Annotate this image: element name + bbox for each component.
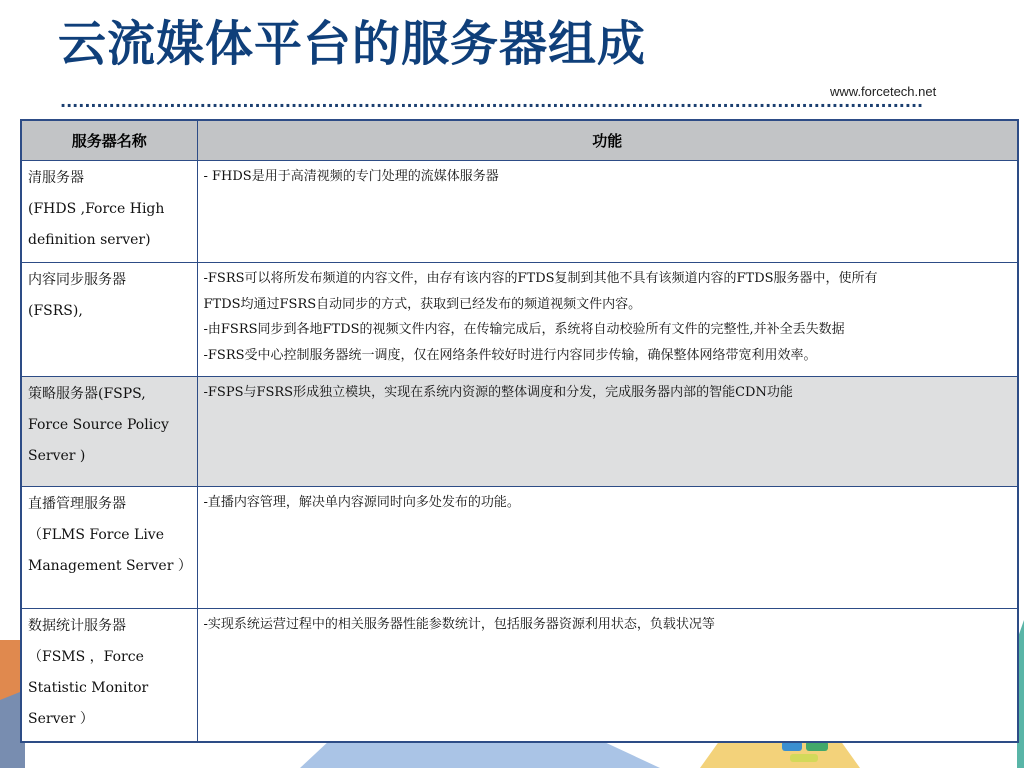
function-line: FTDS均通过FSRS自动同步的方式，获取到已经发布的频道视频文件内容。 xyxy=(203,296,642,312)
server-function-cell xyxy=(197,263,1018,377)
server-name-line: 清服务器 xyxy=(28,170,84,186)
table-row xyxy=(21,161,1018,263)
server-name-line: (FHDS ,Force High xyxy=(28,201,165,217)
table-row xyxy=(21,609,1018,742)
server-name-line: Force Source Policy xyxy=(28,417,169,433)
page-title: 云流媒体平台的服务器组成 xyxy=(58,16,647,72)
bottom-blue-swoosh xyxy=(300,740,660,768)
server-function-cell xyxy=(197,609,1018,742)
header-server-name: 服务器名称 xyxy=(21,120,197,161)
server-name-cell xyxy=(21,487,197,609)
function-line: -FSRS受中心控制服务器统一调度，仅在网络条件较好时进行内容同步传输，确保整体网络带宽利用效率。 xyxy=(203,347,817,363)
dotted-divider: ·············································································································································· xyxy=(60,96,924,112)
header-function: 功能 xyxy=(197,120,1018,161)
function-line: - FHDS是用于高清视频的专门处理的流媒体服务器 xyxy=(203,169,499,184)
server-function-cell xyxy=(197,161,1018,263)
server-name-line: 直播管理服务器 xyxy=(28,496,126,512)
server-name-line: （FSMS ，Force xyxy=(28,649,144,665)
server-name-line: Statistic Monitor xyxy=(28,680,149,696)
server-name-line: Server ） xyxy=(28,711,94,727)
function-line: -FSPS与FSRS形成独立模块，实现在系统内资源的整体调度和分发，完成服务器内部的智能CDN功能 xyxy=(203,385,793,400)
server-name-cell xyxy=(21,609,197,742)
server-name-cell xyxy=(21,161,197,263)
table-row xyxy=(21,263,1018,377)
table-row xyxy=(21,377,1018,487)
server-function-cell xyxy=(197,487,1018,609)
table-header-row xyxy=(21,120,1018,161)
function-line: -实现系统运营过程中的相关服务器性能参数统计，包括服务器资源利用状态，负载状况等 xyxy=(203,617,715,632)
function-line: -由FSRS同步到各地FTDS的视频文件内容，在传输完成后，系统将自动校验所有文件的完整性,并补全丢失数据 xyxy=(203,322,845,337)
server-name-line: definition server) xyxy=(28,232,151,248)
server-name-line: (FSRS), xyxy=(28,303,83,319)
function-line: -直播内容管理，解决单内容源同时向多处发布的功能。 xyxy=(203,495,520,510)
server-name-line: 数据统计服务器 xyxy=(28,618,126,634)
website-label: www.forcetech.net xyxy=(830,84,937,99)
server-name-line: Server ) xyxy=(28,448,86,464)
server-table xyxy=(20,119,1019,743)
server-name-cell xyxy=(21,377,197,487)
server-name-line: Management Server ） xyxy=(28,558,192,574)
server-name-line: （FLMS Force Live xyxy=(28,527,165,543)
server-table-container xyxy=(20,119,1017,743)
server-function-cell xyxy=(197,377,1018,487)
server-name-cell xyxy=(21,263,197,377)
function-line: -FSRS可以将所发布频道的内容文件，由存有该内容的FTDS复制到其他不具有该频道内容的FTDS服务器中，使所有 xyxy=(203,271,878,286)
server-name-line: 策略服务器(FSPS, xyxy=(28,386,146,402)
server-name-line: 内容同步服务器 xyxy=(28,272,126,288)
bottom-yellow-swoosh xyxy=(700,740,860,768)
table-row xyxy=(21,487,1018,609)
